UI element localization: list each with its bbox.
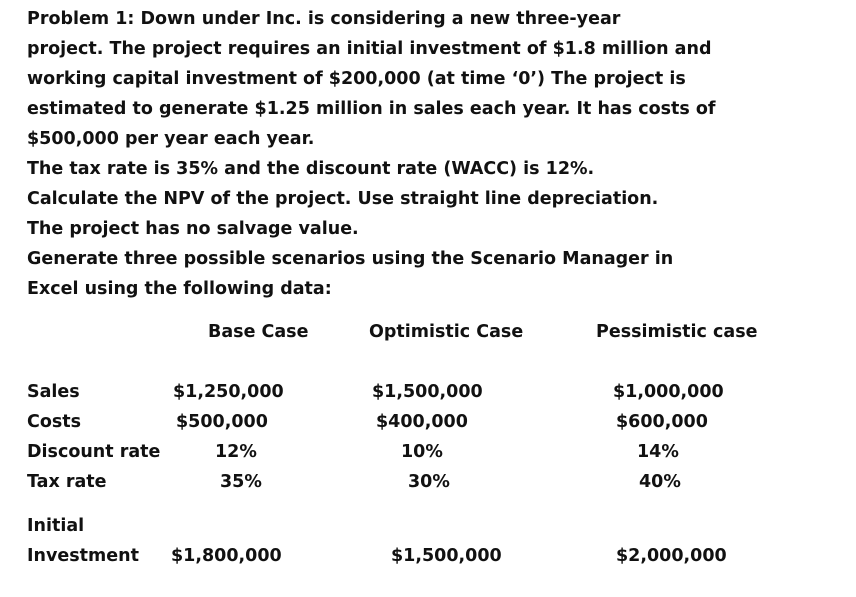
- problem-line-2: project. The project requires an initial investment of $1.8 million and: [27, 39, 712, 59]
- problem-line-8: The project has no salvage value.: [27, 219, 359, 239]
- row-label-costs: Costs: [27, 412, 82, 432]
- header-base-case: Base Case: [208, 322, 309, 342]
- sales-optimistic: $1,500,000: [372, 382, 483, 402]
- initial-investment-pessimistic: $2,000,000: [616, 546, 727, 566]
- discount-rate-optimistic: 10%: [401, 442, 443, 462]
- row-label-investment: Investment: [27, 546, 139, 566]
- header-pessimistic-case: Pessimistic case: [596, 322, 758, 342]
- tax-rate-pessimistic: 40%: [639, 472, 681, 492]
- costs-optimistic: $400,000: [376, 412, 468, 432]
- row-label-initial: Initial: [27, 516, 85, 536]
- row-label-tax-rate: Tax rate: [27, 472, 107, 492]
- problem-statement: [27, 4, 827, 304]
- tax-rate-base: 35%: [220, 472, 262, 492]
- problem-line-7: Calculate the NPV of the project. Use straight line depreciation.: [27, 189, 659, 209]
- initial-investment-optimistic: $1,500,000: [391, 546, 502, 566]
- header-optimistic-case: Optimistic Case: [369, 322, 524, 342]
- row-label-discount-rate: Discount rate: [27, 442, 161, 462]
- row-label-sales: Sales: [27, 382, 80, 402]
- discount-rate-base: 12%: [215, 442, 257, 462]
- tax-rate-optimistic: 30%: [408, 472, 450, 492]
- initial-investment-base: $1,800,000: [171, 546, 282, 566]
- sales-pessimistic: $1,000,000: [613, 382, 724, 402]
- problem-line-1: Problem 1: Down under Inc. is considering a new three-year: [27, 9, 621, 29]
- problem-line-4: estimated to generate $1.25 million in sales each year. It has costs of: [27, 99, 716, 119]
- problem-line-9: Generate three possible scenarios using the Scenario Manager in: [27, 249, 674, 269]
- problem-line-3: working capital investment of $200,000 (at time ‘0’) The project is: [27, 69, 686, 89]
- problem-line-5: $500,000 per year each year.: [27, 129, 315, 149]
- problem-line-6: The tax rate is 35% and the discount rate (WACC) is 12%.: [27, 159, 595, 179]
- sales-base: $1,250,000: [173, 382, 284, 402]
- costs-base: $500,000: [176, 412, 268, 432]
- costs-pessimistic: $600,000: [616, 412, 708, 432]
- discount-rate-pessimistic: 14%: [637, 442, 679, 462]
- problem-line-10: Excel using the following data:: [27, 279, 332, 299]
